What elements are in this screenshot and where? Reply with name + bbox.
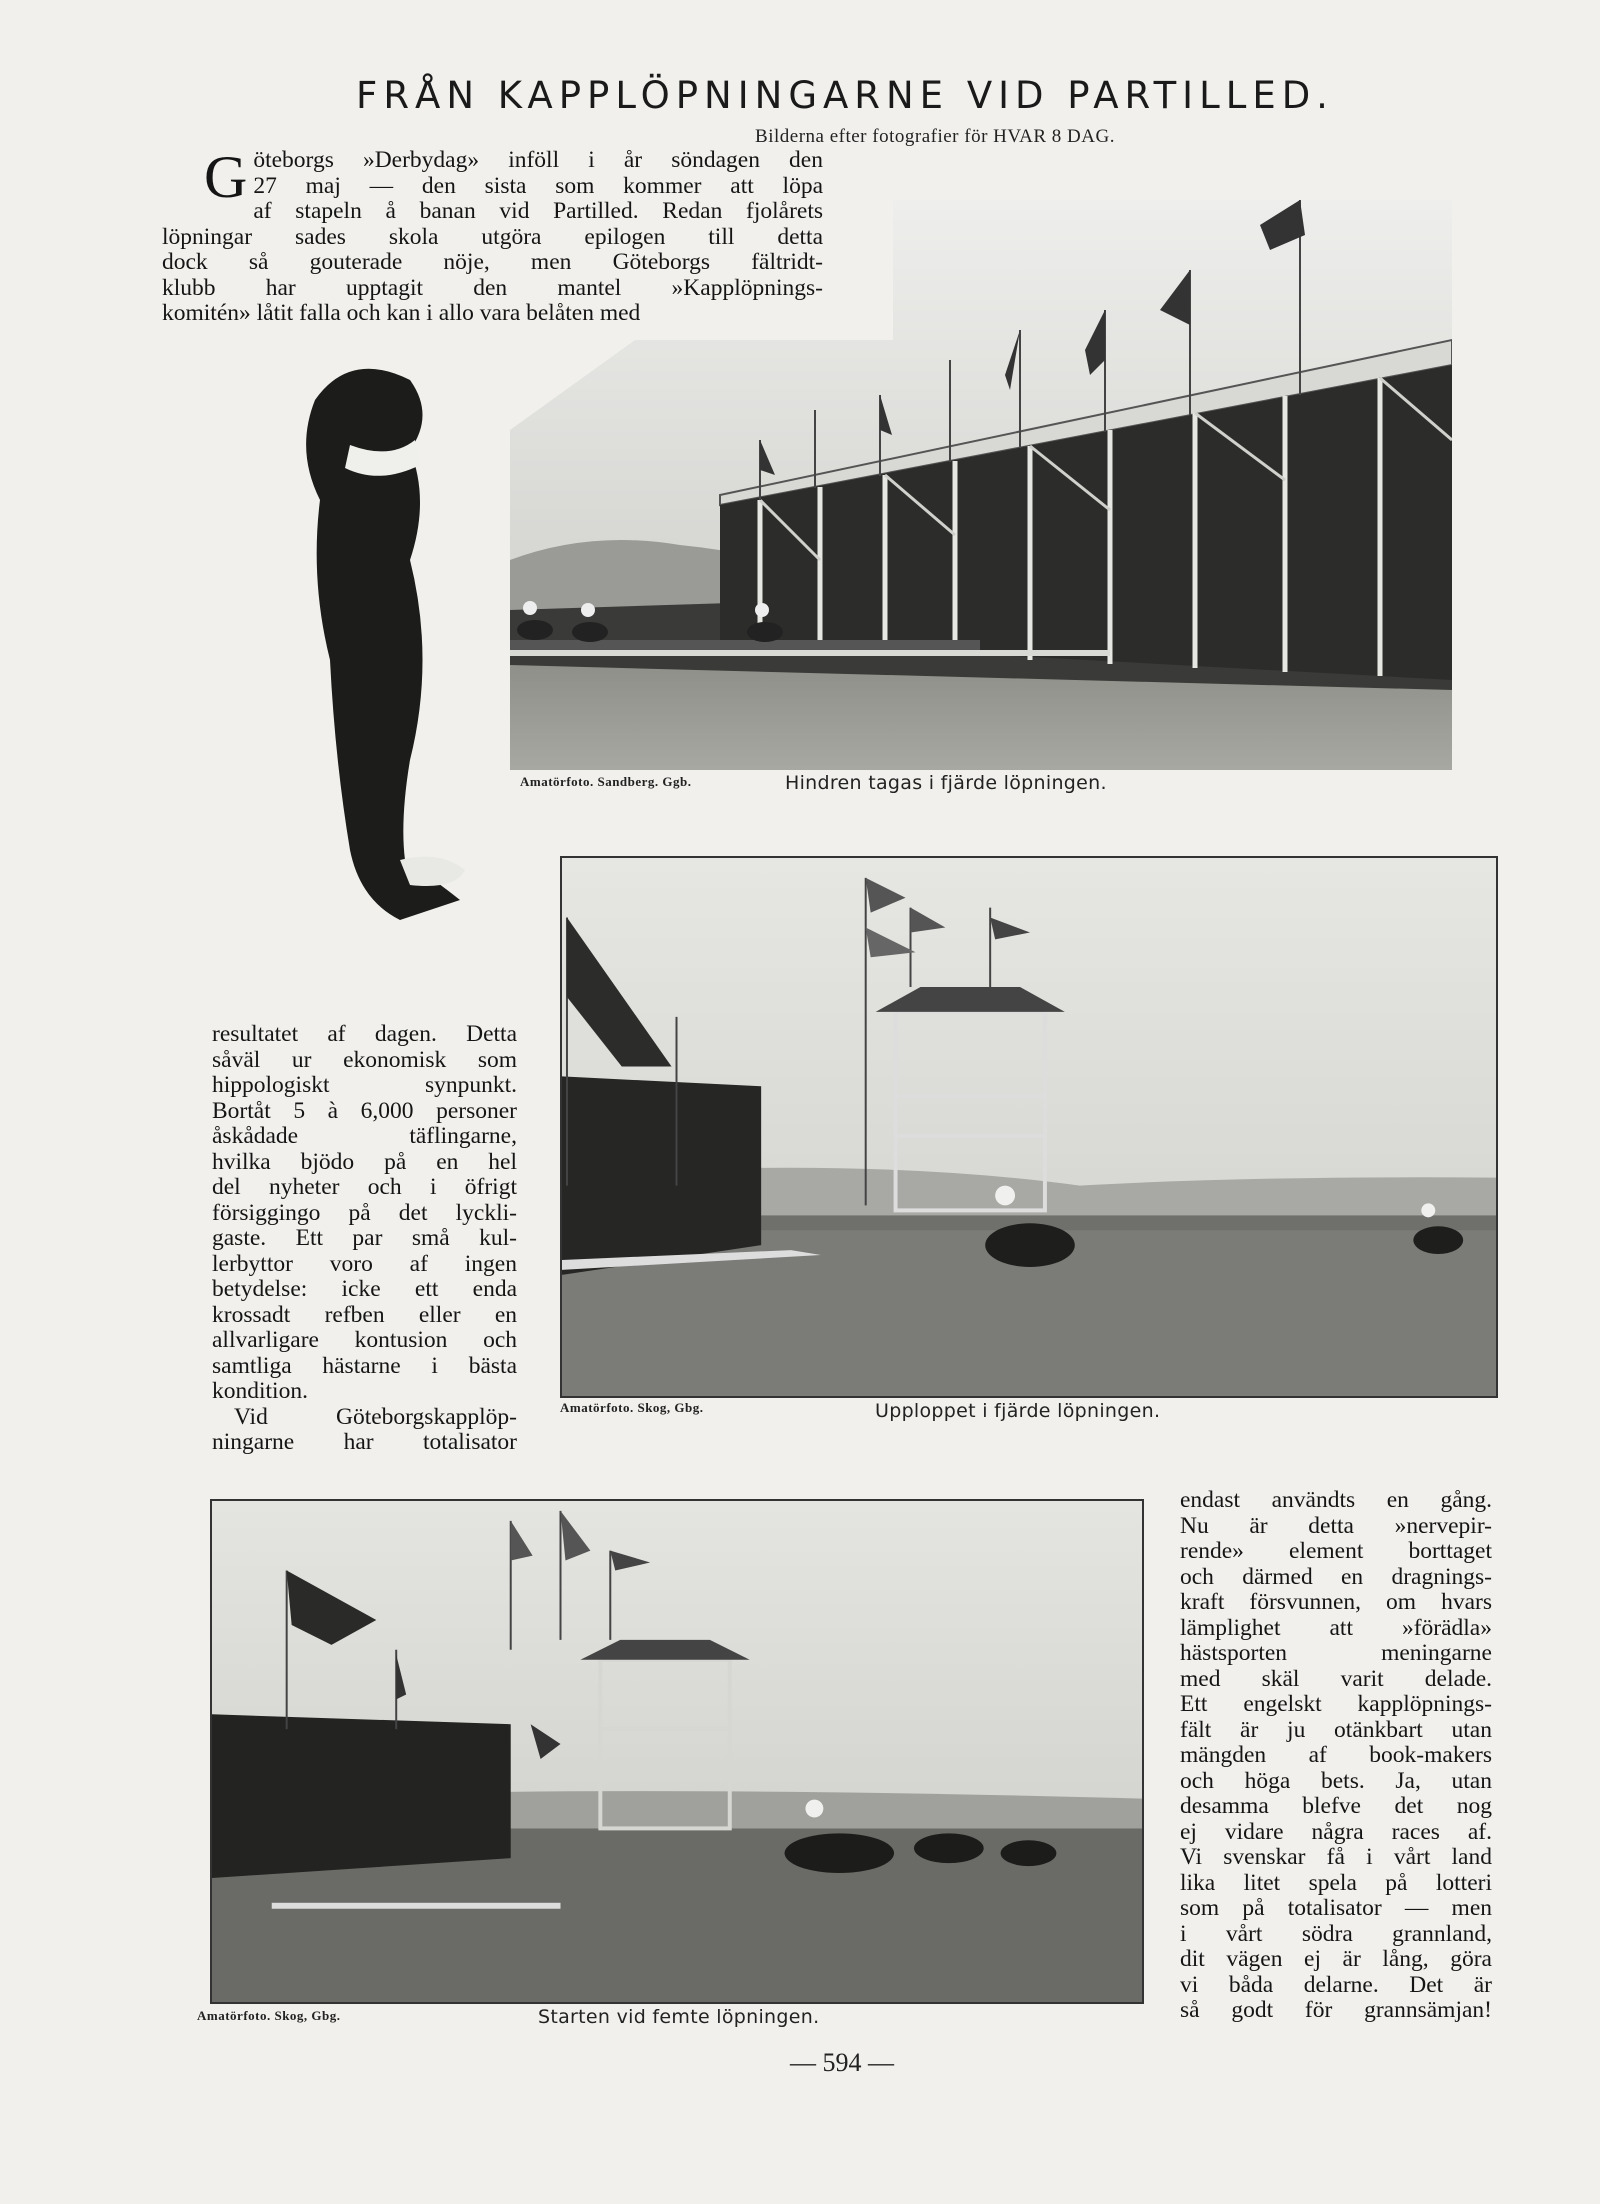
middle-line: åskådade täflingarne, bbox=[212, 1123, 517, 1149]
middle-line: kondition. bbox=[212, 1378, 308, 1404]
right-line: lika litet spela på lotteri bbox=[1180, 1869, 1492, 1896]
right-line: med skäl varit delade. bbox=[1180, 1665, 1492, 1692]
middle-line: Bortåt 5 à 6,000 personer bbox=[212, 1097, 517, 1124]
right-line: vi båda delarne. Det är bbox=[1180, 1971, 1492, 1998]
right-column-text bbox=[1180, 1488, 1492, 2024]
middle-line: hvilka bjödo på en hel bbox=[212, 1148, 517, 1175]
article-title: FRÅN KAPPLÖPNINGARNE VID PARTILLED. bbox=[356, 74, 1334, 117]
intro-line: komitén» låtit falla och kan i allo vara belåten med bbox=[162, 300, 641, 326]
right-line: Vi svenskar få i vårt land bbox=[1180, 1844, 1492, 1870]
intro-line: löpningar sades skola utgöra epilogen till detta bbox=[162, 223, 823, 250]
middle-line: Vid Göteborgskapplöp- bbox=[234, 1403, 517, 1430]
right-line: som på totalisator — men bbox=[1180, 1895, 1492, 1921]
middle-line: hippologiskt synpunkt. bbox=[212, 1072, 517, 1098]
middle-line: del nyheter och i öfrigt bbox=[212, 1174, 517, 1200]
right-line: kraft försvunnen, om hvars bbox=[1180, 1589, 1492, 1615]
intro-line: 27 maj — den sista som kommer att löpa bbox=[253, 172, 823, 199]
photo-start-fifth-race bbox=[210, 1499, 1144, 2004]
intro-line: dock så gouterade nöje, men Göteborgs fältridt- bbox=[162, 249, 823, 275]
right-line: och höga bets. Ja, utan bbox=[1180, 1767, 1492, 1794]
middle-line: försiggingo på det lyckli- bbox=[212, 1199, 517, 1226]
middle-line: betydelse: icke ett enda bbox=[212, 1276, 517, 1302]
right-line: fält är ju otänkbart utan bbox=[1180, 1716, 1492, 1743]
right-line: dit vägen ej är lång, göra bbox=[1180, 1946, 1492, 1972]
middle-line: resultatet af dagen. Detta bbox=[212, 1021, 517, 1047]
intro-line: af stapeln å banan vid Partilled. Redan fjolårets bbox=[253, 198, 823, 224]
right-line: ej vidare några races af. bbox=[1180, 1818, 1492, 1845]
middle-line: gaste. Ett par små kul- bbox=[212, 1225, 517, 1251]
middle-line: krossadt refben eller en bbox=[212, 1301, 517, 1328]
photo-finish-stretch bbox=[560, 856, 1498, 1398]
right-line: hästsporten meningarne bbox=[1180, 1640, 1492, 1666]
photo1-credit: Amatörfoto. Sandberg. Ggb. bbox=[520, 774, 692, 789]
middle-line: allvarligare kontusion och bbox=[212, 1327, 517, 1353]
article-subtitle: Bilderna efter fotografier för HVAR 8 DAG. bbox=[755, 126, 1115, 147]
right-line: så godt för grannsämjan! bbox=[1180, 1997, 1492, 2023]
page-number: — 594 — bbox=[790, 2048, 894, 2077]
photo3-credit: Amatörfoto. Skog, Gbg. bbox=[197, 2008, 341, 2023]
right-line: mängden af book-makers bbox=[1180, 1742, 1492, 1768]
middle-column-text bbox=[212, 1022, 517, 1456]
right-line: rende» element borttaget bbox=[1180, 1538, 1492, 1564]
right-line: Ett engelskt kapplöpnings- bbox=[1180, 1691, 1492, 1717]
intro-line: klubb har upptagit den mantel »Kapplöpnings- bbox=[162, 274, 823, 301]
intro-line: öteborgs »Derbydag» inföll i år söndagen den bbox=[253, 147, 823, 173]
right-line: desamma blefve det nog bbox=[1180, 1793, 1492, 1819]
right-line: Nu är detta »nervepir- bbox=[1180, 1512, 1492, 1539]
photo2-caption: Upploppet i fjärde löpningen. bbox=[875, 1400, 1161, 1422]
middle-line: lerbyttor voro af ingen bbox=[212, 1250, 517, 1277]
right-line: lämplighet att »förädla» bbox=[1180, 1614, 1492, 1641]
photo3-caption: Starten vid femte löpningen. bbox=[538, 2006, 820, 2028]
right-line: och därmed en dragnings- bbox=[1180, 1563, 1492, 1590]
middle-line: ningarne har totalisator bbox=[212, 1429, 517, 1455]
middle-line: samtliga hästarne i bästa bbox=[212, 1352, 517, 1379]
photo1-caption: Hindren tagas i fjärde löpningen. bbox=[785, 772, 1107, 794]
right-line: i vårt södra grannland, bbox=[1180, 1920, 1492, 1947]
photo2-credit: Amatörfoto. Skog, Gbg. bbox=[560, 1400, 704, 1415]
drop-cap: G bbox=[204, 144, 248, 210]
middle-line: såväl ur ekonomisk som bbox=[212, 1046, 517, 1073]
right-line: endast användts en gång. bbox=[1180, 1487, 1492, 1513]
